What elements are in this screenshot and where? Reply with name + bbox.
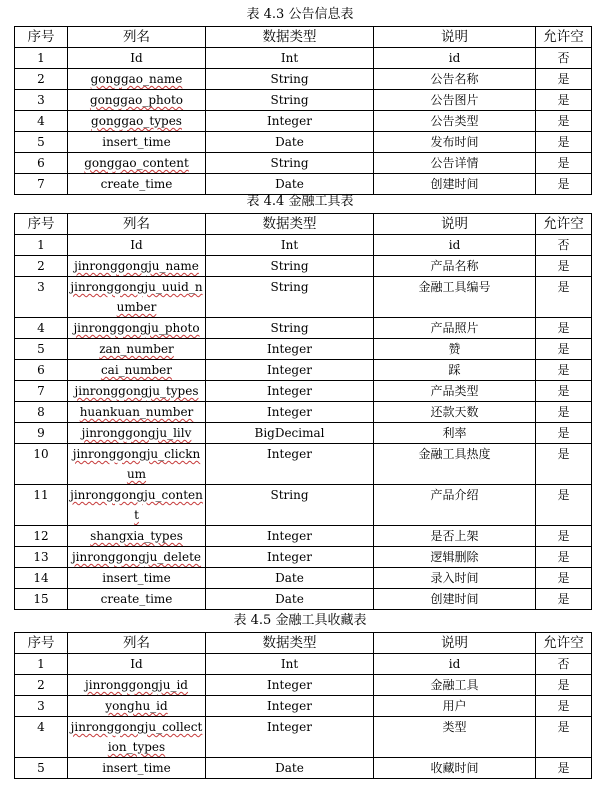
cell-data-type: Integer <box>206 696 374 717</box>
cell-data-type: Integer <box>206 675 374 696</box>
header-nullable: 允许空 <box>536 214 592 235</box>
cell-description: 公告名称 <box>374 69 536 90</box>
table-row <box>15 318 592 339</box>
cell-data-type: Int <box>206 654 374 675</box>
financial-tool-collection-table <box>14 632 592 779</box>
cell-description: 创建时间 <box>374 589 536 610</box>
cell-data-type: Int <box>206 48 374 69</box>
header-data-type: 数据类型 <box>206 633 374 654</box>
cell-column-name: jinronggongju_collection_types <box>68 717 206 758</box>
cell-description: 用户 <box>374 696 536 717</box>
cell-data-type: String <box>206 318 374 339</box>
table-row <box>15 277 592 318</box>
cell-column-name: jinronggongju_types <box>68 381 206 402</box>
cell-nullable: 是 <box>536 402 592 423</box>
cell-index: 3 <box>15 90 68 111</box>
cell-index: 5 <box>15 132 68 153</box>
cell-data-type: Integer <box>206 717 374 758</box>
table-row <box>15 675 592 696</box>
cell-column-name: jinronggongju_lilv <box>68 423 206 444</box>
cell-description: 金融工具 <box>374 675 536 696</box>
cell-column-name: huankuan_number <box>68 402 206 423</box>
cell-description: 发布时间 <box>374 132 536 153</box>
header-description: 说明 <box>374 214 536 235</box>
table-row <box>15 339 592 360</box>
header-description: 说明 <box>374 633 536 654</box>
cell-description: id <box>374 235 536 256</box>
cell-nullable: 是 <box>536 381 592 402</box>
cell-column-name: zan_number <box>68 339 206 360</box>
cell-data-type: Date <box>206 568 374 589</box>
cell-nullable: 是 <box>536 111 592 132</box>
cell-description: 逻辑删除 <box>374 547 536 568</box>
cell-description: 金融工具编号 <box>374 277 536 318</box>
header-data-type: 数据类型 <box>206 27 374 48</box>
table-row <box>15 696 592 717</box>
cell-description: 还款天数 <box>374 402 536 423</box>
cell-column-name: jinronggongju_photo <box>68 318 206 339</box>
cell-nullable: 是 <box>536 174 592 195</box>
cell-column-name: create_time <box>68 589 206 610</box>
table-row <box>15 360 592 381</box>
cell-description: 利率 <box>374 423 536 444</box>
cell-data-type: String <box>206 485 374 526</box>
cell-data-type: Date <box>206 174 374 195</box>
header-column-name: 列名 <box>68 214 206 235</box>
cell-column-name: shangxia_types <box>68 526 206 547</box>
cell-nullable: 否 <box>536 654 592 675</box>
table-row <box>15 381 592 402</box>
cell-index: 5 <box>15 339 68 360</box>
header-column-name: 列名 <box>68 27 206 48</box>
cell-nullable: 是 <box>536 153 592 174</box>
cell-nullable: 是 <box>536 69 592 90</box>
table-row <box>15 568 592 589</box>
cell-index: 4 <box>15 318 68 339</box>
cell-data-type: Date <box>206 132 374 153</box>
table-row <box>15 174 592 195</box>
header-index: 序号 <box>15 27 68 48</box>
cell-description: 录入时间 <box>374 568 536 589</box>
header-data-type: 数据类型 <box>206 214 374 235</box>
cell-description: 踩 <box>374 360 536 381</box>
cell-index: 2 <box>15 675 68 696</box>
cell-data-type: Integer <box>206 526 374 547</box>
table-row <box>15 402 592 423</box>
cell-column-name: Id <box>68 235 206 256</box>
cell-index: 1 <box>15 654 68 675</box>
table-row <box>15 256 592 277</box>
header-index: 序号 <box>15 633 68 654</box>
cell-data-type: String <box>206 153 374 174</box>
cell-nullable: 是 <box>536 547 592 568</box>
cell-index: 3 <box>15 277 68 318</box>
table-row <box>15 485 592 526</box>
cell-description: 产品介绍 <box>374 485 536 526</box>
cell-description: 产品类型 <box>374 381 536 402</box>
cell-column-name: gonggao_name <box>68 69 206 90</box>
header-row <box>15 27 592 48</box>
cell-nullable: 是 <box>536 318 592 339</box>
table-row <box>15 526 592 547</box>
table-row <box>15 235 592 256</box>
cell-description: 公告图片 <box>374 90 536 111</box>
cell-data-type: Integer <box>206 402 374 423</box>
table-row <box>15 423 592 444</box>
cell-data-type: String <box>206 90 374 111</box>
cell-index: 8 <box>15 402 68 423</box>
cell-column-name: insert_time <box>68 132 206 153</box>
table-row <box>15 69 592 90</box>
cell-column-name: Id <box>68 654 206 675</box>
cell-column-name: gonggao_content <box>68 153 206 174</box>
cell-column-name: gonggao_types <box>68 111 206 132</box>
cell-index: 3 <box>15 696 68 717</box>
cell-index: 6 <box>15 153 68 174</box>
cell-nullable: 是 <box>536 717 592 758</box>
header-column-name: 列名 <box>68 633 206 654</box>
cell-description: 赞 <box>374 339 536 360</box>
cell-nullable: 是 <box>536 758 592 779</box>
financial-tool-table <box>14 213 592 610</box>
table-row <box>15 654 592 675</box>
cell-data-type: Int <box>206 235 374 256</box>
cell-nullable: 是 <box>536 423 592 444</box>
cell-data-type: BigDecimal <box>206 423 374 444</box>
cell-description: 公告类型 <box>374 111 536 132</box>
cell-column-name: gonggao_photo <box>68 90 206 111</box>
cell-column-name: jinronggongju_name <box>68 256 206 277</box>
cell-description: 类型 <box>374 717 536 758</box>
header-row <box>15 633 592 654</box>
cell-index: 2 <box>15 256 68 277</box>
cell-data-type: String <box>206 69 374 90</box>
cell-data-type: Integer <box>206 360 374 381</box>
cell-data-type: Integer <box>206 547 374 568</box>
cell-index: 1 <box>15 235 68 256</box>
cell-column-name: jinronggongju_id <box>68 675 206 696</box>
cell-description: 创建时间 <box>374 174 536 195</box>
cell-nullable: 是 <box>536 277 592 318</box>
cell-description: 公告详情 <box>374 153 536 174</box>
cell-description: id <box>374 654 536 675</box>
cell-column-name: jinronggongju_clicknum <box>68 444 206 485</box>
cell-column-name: insert_time <box>68 758 206 779</box>
table-row <box>15 758 592 779</box>
cell-nullable: 是 <box>536 444 592 485</box>
header-description: 说明 <box>374 27 536 48</box>
cell-index: 6 <box>15 360 68 381</box>
cell-index: 1 <box>15 48 68 69</box>
table-row <box>15 444 592 485</box>
cell-index: 14 <box>15 568 68 589</box>
cell-index: 7 <box>15 381 68 402</box>
cell-index: 4 <box>15 717 68 758</box>
header-nullable: 允许空 <box>536 27 592 48</box>
cell-column-name: jinronggongju_delete <box>68 547 206 568</box>
cell-description: 金融工具热度 <box>374 444 536 485</box>
table-caption: 表 4.5 金融工具收藏表 <box>233 613 367 628</box>
cell-index: 10 <box>15 444 68 485</box>
cell-column-name: create_time <box>68 174 206 195</box>
table-row <box>15 717 592 758</box>
cell-index: 9 <box>15 423 68 444</box>
cell-nullable: 是 <box>536 90 592 111</box>
table-row <box>15 132 592 153</box>
cell-data-type: Integer <box>206 111 374 132</box>
cell-column-name: cai_number <box>68 360 206 381</box>
table-row <box>15 111 592 132</box>
announcement-table <box>14 26 592 195</box>
cell-nullable: 是 <box>536 675 592 696</box>
cell-index: 15 <box>15 589 68 610</box>
cell-description: 收藏时间 <box>374 758 536 779</box>
cell-nullable: 是 <box>536 339 592 360</box>
cell-description: 是否上架 <box>374 526 536 547</box>
cell-data-type: Integer <box>206 444 374 485</box>
cell-index: 11 <box>15 485 68 526</box>
cell-data-type: Integer <box>206 339 374 360</box>
cell-column-name: Id <box>68 48 206 69</box>
cell-description: 产品照片 <box>374 318 536 339</box>
cell-nullable: 是 <box>536 589 592 610</box>
table-row <box>15 48 592 69</box>
table-row <box>15 589 592 610</box>
table-caption: 表 4.4 金融工具表 <box>246 194 354 209</box>
cell-column-name: insert_time <box>68 568 206 589</box>
cell-column-name: yonghu_id <box>68 696 206 717</box>
cell-description: id <box>374 48 536 69</box>
cell-nullable: 是 <box>536 485 592 526</box>
cell-nullable: 是 <box>536 360 592 381</box>
cell-data-type: Date <box>206 589 374 610</box>
header-nullable: 允许空 <box>536 633 592 654</box>
cell-index: 7 <box>15 174 68 195</box>
cell-description: 产品名称 <box>374 256 536 277</box>
table-row <box>15 547 592 568</box>
cell-index: 2 <box>15 69 68 90</box>
cell-index: 5 <box>15 758 68 779</box>
table-row <box>15 90 592 111</box>
cell-column-name: jinronggongju_uuid_number <box>68 277 206 318</box>
table-caption: 表 4.3 公告信息表 <box>246 7 354 22</box>
cell-index: 4 <box>15 111 68 132</box>
cell-nullable: 否 <box>536 48 592 69</box>
header-index: 序号 <box>15 214 68 235</box>
cell-data-type: String <box>206 277 374 318</box>
cell-nullable: 是 <box>536 568 592 589</box>
cell-nullable: 是 <box>536 696 592 717</box>
cell-nullable: 是 <box>536 526 592 547</box>
cell-nullable: 是 <box>536 256 592 277</box>
cell-data-type: String <box>206 256 374 277</box>
cell-index: 13 <box>15 547 68 568</box>
header-row <box>15 214 592 235</box>
cell-nullable: 否 <box>536 235 592 256</box>
cell-index: 12 <box>15 526 68 547</box>
cell-data-type: Integer <box>206 381 374 402</box>
cell-nullable: 是 <box>536 132 592 153</box>
table-row <box>15 153 592 174</box>
cell-column-name: jinronggongju_content <box>68 485 206 526</box>
cell-data-type: Date <box>206 758 374 779</box>
